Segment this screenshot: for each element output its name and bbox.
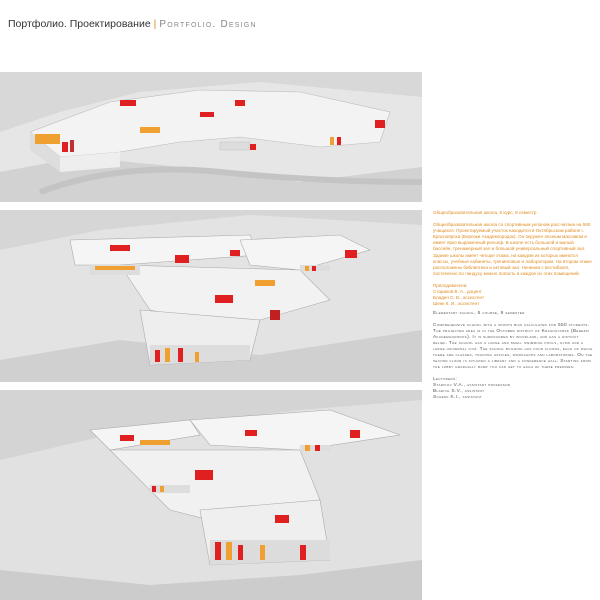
render-aerial-view-2 <box>0 210 422 382</box>
lecturer-ru-2: Бладич С. В., ассистент <box>433 295 485 301</box>
lecturer-ru-3: Шенк К. И., ассистент <box>433 301 480 307</box>
lecturer-en-1: Starikov V.A., assistant professor <box>433 383 511 389</box>
render-aerial-view-3 <box>0 390 422 600</box>
render-aerial-view-1 <box>0 72 422 202</box>
lecturer-ru-1: Стариков В. А., доцент <box>433 289 482 295</box>
lecturer-en-3: Schenk K.I., assistant <box>433 395 483 401</box>
header-separator: | <box>153 18 157 30</box>
project-description-ru: Общеобразовательная школа со спортивным уклоном рассчитана на 550 учащихся. Проектируемый участок находится в Октябрьском районе г. Красноярска (Березки Академгородок). Он окружен лесным массивом и имеет ярко выраженный рельеф. В школе есть большой и малый бассейн, тренажерный зал и большой универсальный спортивный зал. Здание школы имеет четыре этажа, на каждом из которых имеются классы, учебные кабинеты, тренинговые и лаборатории. На втором этаже расположены библиотека и актовый зал. Начиная с вестибюля, постепенно по пандусу можно попасть в каждое из этих помещений. <box>433 222 592 276</box>
description-column <box>433 210 593 401</box>
lecturers-label-en: Lecturers: <box>433 377 458 383</box>
header-title-ru: Портфолио. Проектирование <box>8 18 151 30</box>
project-title-en: Elementary school, 5 course, 9 semester <box>433 311 525 317</box>
description-en <box>433 311 593 401</box>
description-ru <box>433 210 593 307</box>
lecturers-label-ru: Преподаватели: <box>433 282 468 288</box>
header-title-en: Portfolio. Design <box>159 19 257 30</box>
project-title-ru: Общеобразовательная школа, 5 курс, 9 семестр <box>433 210 537 215</box>
page-header <box>8 18 257 30</box>
project-description-en: Comprehensive school with a sports bias calculated for 550 students. The projected area is in the October district of Krasnoyarsk (Berezki Akademgorodok). It is surrounded by woodland, and has a distinct relief. The school has a large and small swimming pools, gyms and a large universal gym. The school building has four floors, each of which there are classes, training offices, workshops and laboratories. On the second floor is situated a library and a conference hall. Starting from the lobby gradually ramp you can get to each of these premises. <box>433 323 593 371</box>
lecturer-en-2: Bladich S.V., assistant <box>433 389 485 395</box>
